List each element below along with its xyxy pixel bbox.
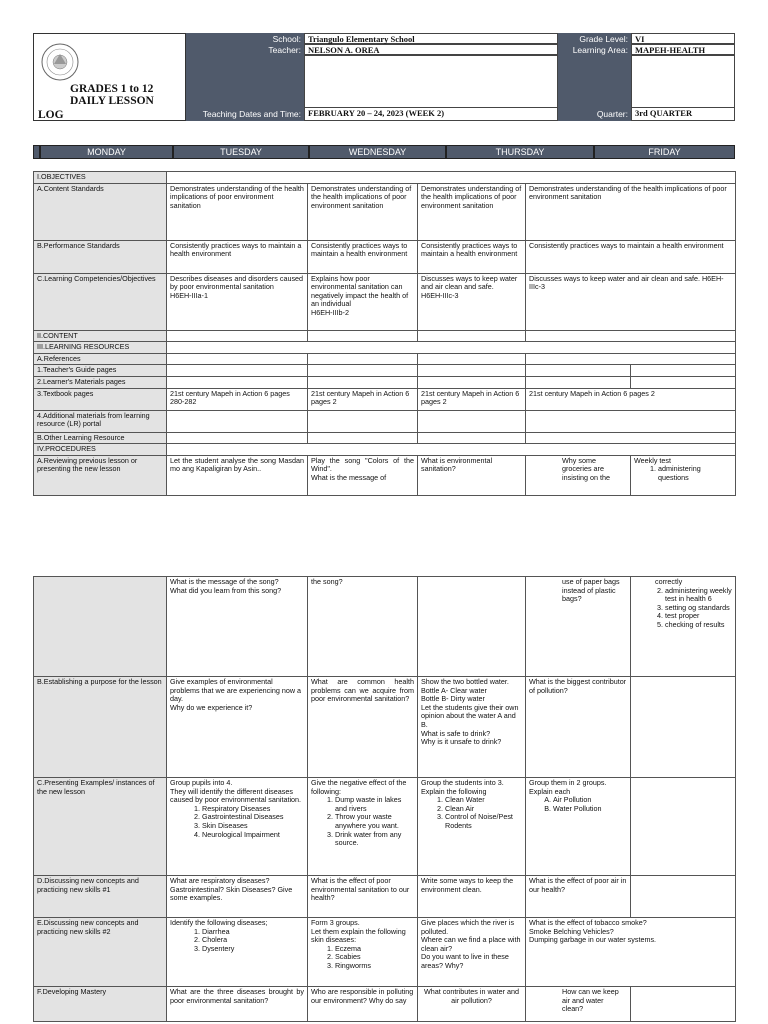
cell-review-thu: Why some groceries are insisting on the <box>526 455 631 495</box>
cell-purpose-mon: Give examples of environmental problems that we are experiencing now a day. Why do we experience it? <box>167 677 308 778</box>
label-procedures: IV.PROCEDURES <box>34 444 167 456</box>
form-title-line-2: DAILY LESSON <box>70 95 154 107</box>
comp-mon-text: Describes diseases and disorders caused by poor environmental sanitation <box>170 273 304 292</box>
cell-tb-tue: 21st century Mapeh in Action 6 pages 2 <box>308 388 418 410</box>
weekday-header <box>33 145 735 159</box>
pres-mon-item: 1. Respiratory Diseases <box>202 805 304 814</box>
cell-blank <box>308 365 418 377</box>
cell-disc1-tue: What is the effect of poor environmental sanitation to our health? <box>308 876 418 918</box>
cell-disc1-wed: Write some ways to keep the environment clean. <box>418 876 526 918</box>
cell-disc1-mon: What are respiratory diseases? Gastrointestinal? Skin Diseases? Give some examples. <box>167 876 308 918</box>
pres-wed-text: Group the students into 3. Explain the following <box>421 778 504 796</box>
cell-blank <box>418 577 526 677</box>
row-additional <box>34 410 736 432</box>
form-title <box>70 83 154 107</box>
pres-wed-list <box>421 796 522 830</box>
row-other <box>34 432 736 444</box>
day-thursday: THURSDAY <box>445 146 593 158</box>
disc2-mon-item: 2. Cholera <box>202 936 304 945</box>
comp-tue-code: H6EH-IIIb-2 <box>311 307 349 317</box>
cell-blank <box>167 172 736 184</box>
dll-table-page-2 <box>33 576 736 1022</box>
pres-thu-item: A. Air Pollution <box>553 796 627 805</box>
review-tue-line2: What is the message of <box>311 472 387 482</box>
cell-blank <box>308 330 418 342</box>
cell-blank <box>631 876 736 918</box>
label-purpose: B.Establishing a purpose for the lesson <box>34 677 167 778</box>
cell-mast-mon: What are the three diseases brought by poor environmental sanitation? <box>167 987 308 1022</box>
cell-blank <box>308 410 418 432</box>
disc2-tue-item: 3. Ringworms <box>335 962 414 971</box>
cell-review-tue <box>308 455 418 495</box>
area-label: Learning Area: <box>558 44 631 55</box>
teacher-value: NELSON A. OREA <box>304 44 558 55</box>
label-tg: 1.Teacher's Guide pages <box>34 365 167 377</box>
cell-blank <box>418 365 526 377</box>
pres-tue-text: Give the negative effect of the following: <box>311 778 407 796</box>
row-resources <box>34 342 736 354</box>
pres-tue-item: 3. Drink water from any source. <box>335 831 414 848</box>
cell-review-cont-tue: the song? <box>308 577 418 677</box>
dates-value: FEBRUARY 20 – 24, 2023 (WEEK 2) <box>304 108 558 121</box>
cell-purpose-wed: Show the two bottled water. Bottle A- Clear water Bottle B- Dirty water Let the students give their own opinion about the water A and B. What is safe to drink? Why is it unsafe to drink? <box>418 677 526 778</box>
row-purpose <box>34 677 736 778</box>
cell-tb-mon: 21st century Mapeh in Action 6 pages 280-282 <box>167 388 308 410</box>
disc2-tue-text: Form 3 groups. Let them explain the following skin diseases: <box>311 918 406 945</box>
cell-content-std-wed: Demonstrates understanding of the health implications of poor environment sanitation <box>418 183 526 240</box>
disc2-mon-item: 1. Diarrhea <box>202 928 304 937</box>
cell-content-std-tue: Demonstrates understanding of the health implications of poor environment sanitation <box>308 183 418 240</box>
cell-blank <box>526 330 736 342</box>
row-review-cont <box>34 577 736 677</box>
cell-comp-tue <box>308 273 418 330</box>
label-presenting: C.Presenting Examples/ instances of the new lesson <box>34 778 167 876</box>
cell-comp-mon <box>167 273 308 330</box>
comp-wed-text: Discusses ways to keep water and air clean and safe. <box>421 273 518 292</box>
cell-blank <box>526 353 736 365</box>
row-performance-standards <box>34 240 736 273</box>
pres-mon-item: 4. Neurological Impairment <box>202 831 304 840</box>
cell-blank <box>308 353 418 365</box>
cell-blank <box>167 432 308 444</box>
pres-mon-list <box>170 805 304 839</box>
cell-blank <box>167 444 736 456</box>
cell-blank <box>526 376 631 388</box>
blank-right-label <box>558 55 631 108</box>
pres-wed-item: 3. Control of Noise/Pest Rodents <box>445 813 522 830</box>
cell-blank <box>418 410 526 432</box>
disc2-tue-list <box>311 945 414 971</box>
row-mastery <box>34 987 736 1022</box>
cell-blank <box>526 410 736 432</box>
cell-blank <box>167 376 308 388</box>
grade-label: Grade Level: <box>558 33 631 44</box>
cell-perf-std-mon: Consistently practices ways to maintain a health environment <box>167 240 308 273</box>
comp-mon-code: H6EH-IIIa-1 <box>170 290 208 300</box>
label-content-standards: A.Content Standards <box>34 183 167 240</box>
pres-wed-item: 2. Clean Air <box>445 805 522 814</box>
cell-review-fri <box>631 455 736 495</box>
comp-wed-code: H6EH-IIIc-3 <box>421 290 459 300</box>
row-references <box>34 353 736 365</box>
disc2-mon-item: 3. Dysentery <box>202 945 304 954</box>
cell-review-mon: Let the student analyse the song Masdan mo ang Kapaligiran by Asin.. <box>167 455 308 495</box>
pres-thu-text: Group them in 2 groups. Explain each <box>529 778 607 796</box>
cell-comp-thu: Discusses ways to keep water and air clean and safe. H6EH-IIIc-3 <box>526 273 736 330</box>
cell-blank <box>418 353 526 365</box>
blank-right-value <box>631 55 735 108</box>
cell-pres-tue <box>308 778 418 876</box>
pres-mon-item: 3. Skin Diseases <box>202 822 304 831</box>
school-label: School: <box>186 33 304 44</box>
review-fri-item: 1. administering questions <box>658 465 732 482</box>
day-monday: MONDAY <box>39 146 172 158</box>
quarter-value: 3rd QUARTER <box>631 108 735 121</box>
cell-tb-thu: 21st century Mapeh in Action 6 pages 2 <box>526 388 736 410</box>
form-title-log: LOG <box>38 109 64 121</box>
cell-perf-std-thu: Consistently practices ways to maintain a health environment <box>526 240 736 273</box>
label-lm: 2.Learner's Materials pages <box>34 376 167 388</box>
cell-perf-std-wed: Consistently practices ways to maintain a health environment <box>418 240 526 273</box>
review-cont-mon-2: What did you learn from this song? <box>170 585 282 595</box>
form-title-line-1: GRADES 1 to 12 <box>70 83 154 95</box>
logo-box <box>33 33 186 121</box>
school-value: Triangulo Elementary School <box>304 33 558 44</box>
cell-blank <box>631 677 736 778</box>
cell-blank <box>418 376 526 388</box>
cell-review-cont-fri <box>631 577 736 677</box>
cell-blank <box>418 432 526 444</box>
cell-disc2-mon <box>167 918 308 987</box>
cell-blank <box>631 376 736 388</box>
pres-thu-item: B. Water Pollution <box>553 805 627 814</box>
disc2-tue-item: 1. Eczema <box>335 945 414 954</box>
disc2-tue-item: 2. Scabies <box>335 953 414 962</box>
review-tue-line1: Play the song "Colors of the Wind". <box>311 455 414 474</box>
row-objectives <box>34 172 736 184</box>
pres-mon-text: Group pupils into 4. They will identify the different diseases caused by poor environmental sanitation. <box>170 778 302 805</box>
cell-pres-wed <box>418 778 526 876</box>
cell-blank <box>167 410 308 432</box>
row-review <box>34 455 736 495</box>
cell-review-cont-thu: use of paper bags instead of plastic bags? <box>526 577 631 677</box>
pres-tue-item: 2. Throw your waste anywhere you want. <box>335 813 414 830</box>
cell-mast-wed: What contributes in water and air pollution? <box>418 987 526 1022</box>
cell-comp-wed <box>418 273 526 330</box>
row-discuss-2 <box>34 918 736 987</box>
day-wednesday: WEDNESDAY <box>308 146 445 158</box>
cell-blank <box>631 778 736 876</box>
row-discuss-1 <box>34 876 736 918</box>
cell-purpose-tue: What are common health problems can we acquire from poor environmental sanitation? <box>308 677 418 778</box>
blank-label-cell <box>186 55 304 108</box>
review-fri-list <box>634 465 732 482</box>
label-performance-standards: B.Performance Standards <box>34 240 167 273</box>
row-presenting <box>34 778 736 876</box>
cell-mast-tue: Who are responsible in polluting our environment? Why do say <box>308 987 418 1022</box>
cell-disc2-thu: What is the effect of tobacco smoke? Smoke Belching Vehicles? Dumping garbage in our water systems. <box>526 918 736 987</box>
deped-seal-icon <box>40 42 80 82</box>
label-resources: III.LEARNING RESOURCES <box>34 342 167 354</box>
cell-blank <box>308 376 418 388</box>
dll-header <box>33 33 735 121</box>
area-value: MAPEH-HEALTH <box>631 44 735 55</box>
pres-wed-item: 1. Clean Water <box>445 796 522 805</box>
label-blank <box>34 577 167 677</box>
row-textbook <box>34 388 736 410</box>
review-cont-fri-item: 3. setting og standards <box>665 604 732 613</box>
review-cont-fri-top: correctly <box>655 577 683 586</box>
label-other: B.Other Learning Resource <box>34 432 167 444</box>
cell-review-cont-mon <box>167 577 308 677</box>
cell-blank <box>418 330 526 342</box>
cell-review-wed: What is environmental sanitation? <box>418 455 526 495</box>
row-content <box>34 330 736 342</box>
day-tuesday: TUESDAY <box>172 146 308 158</box>
day-friday: FRIDAY <box>593 146 734 158</box>
cell-blank <box>526 432 736 444</box>
cell-disc2-tue <box>308 918 418 987</box>
pres-mon-item: 2. Gastrointestinal Diseases <box>202 813 304 822</box>
label-objectives: I.OBJECTIVES <box>34 172 167 184</box>
cell-disc2-wed: Give places which the river is polluted. Where can we find a place with clean air? Do you want to live in these areas? Why? <box>418 918 526 987</box>
review-fri-title: Weekly test <box>634 455 672 465</box>
pres-tue-item: 1. Dump waste in lakes and rivers <box>335 796 414 813</box>
label-review: A.Reviewing previous lesson or presenting the new lesson <box>34 455 167 495</box>
cell-content-std-thu: Demonstrates understanding of the health implications of poor environment sanitation <box>526 183 736 240</box>
cell-mast-thu: How can we keep air and water clean? <box>526 987 631 1022</box>
row-competencies <box>34 273 736 330</box>
cell-blank <box>167 353 308 365</box>
teacher-label: Teacher: <box>186 44 304 55</box>
cell-pres-thu <box>526 778 631 876</box>
cell-content-std-mon: Demonstrates understanding of the health implications of poor environment sanitation <box>167 183 308 240</box>
label-discuss-1: D.Discussing new concepts and practicing new skills #1 <box>34 876 167 918</box>
label-mastery: F.Developing Mastery <box>34 987 167 1022</box>
row-lm <box>34 376 736 388</box>
cell-perf-std-tue: Consistently practices ways to maintain a health environment <box>308 240 418 273</box>
pres-tue-list <box>311 796 414 848</box>
label-discuss-2: E.Discussing new concepts and practicing new skills #2 <box>34 918 167 987</box>
review-cont-fri-list <box>641 587 732 630</box>
label-references: A.References <box>34 353 167 365</box>
comp-tue-text: Explains how poor environmental sanitation can negatively impact the health of an individual <box>311 273 409 309</box>
review-cont-fri-item: 4. test proper <box>665 612 732 621</box>
review-cont-mon-1: What is the message of the song? <box>170 577 279 586</box>
cell-tb-wed: 21st century Mapeh in Action 6 pages 2 <box>418 388 526 410</box>
cell-blank <box>526 365 631 377</box>
label-content: II.CONTENT <box>34 330 167 342</box>
cell-disc1-thu: What is the effect of poor air in our health? <box>526 876 631 918</box>
cell-blank <box>631 365 736 377</box>
row-content-standards <box>34 183 736 240</box>
label-additional: 4.Additional materials from learning resource (LR) portal <box>34 410 167 432</box>
quarter-label: Quarter: <box>558 108 631 121</box>
grade-value: VI <box>631 33 735 44</box>
disc2-mon-text: Identify the following diseases; <box>170 918 268 927</box>
review-cont-fri-item: 2. administering weekly test in health 6 <box>665 587 732 604</box>
row-tg <box>34 365 736 377</box>
review-cont-fri-item: 5. checking of results <box>665 621 732 630</box>
cell-blank <box>631 987 736 1022</box>
cell-blank <box>308 432 418 444</box>
cell-blank <box>167 365 308 377</box>
dll-table-page-1 <box>33 171 736 496</box>
cell-pres-mon <box>167 778 308 876</box>
cell-blank <box>167 342 736 354</box>
label-competencies: C.Learning Competencies/Objectives <box>34 273 167 330</box>
dates-label: Teaching Dates and Time: <box>186 108 304 121</box>
row-procedures <box>34 444 736 456</box>
cell-blank <box>167 330 308 342</box>
disc2-mon-list <box>170 928 304 954</box>
cell-purpose-thu: What is the biggest contributor of pollution? <box>526 677 631 778</box>
pres-thu-list <box>529 796 627 813</box>
blank-value-cell <box>304 55 558 108</box>
label-textbook: 3.Textbook pages <box>34 388 167 410</box>
